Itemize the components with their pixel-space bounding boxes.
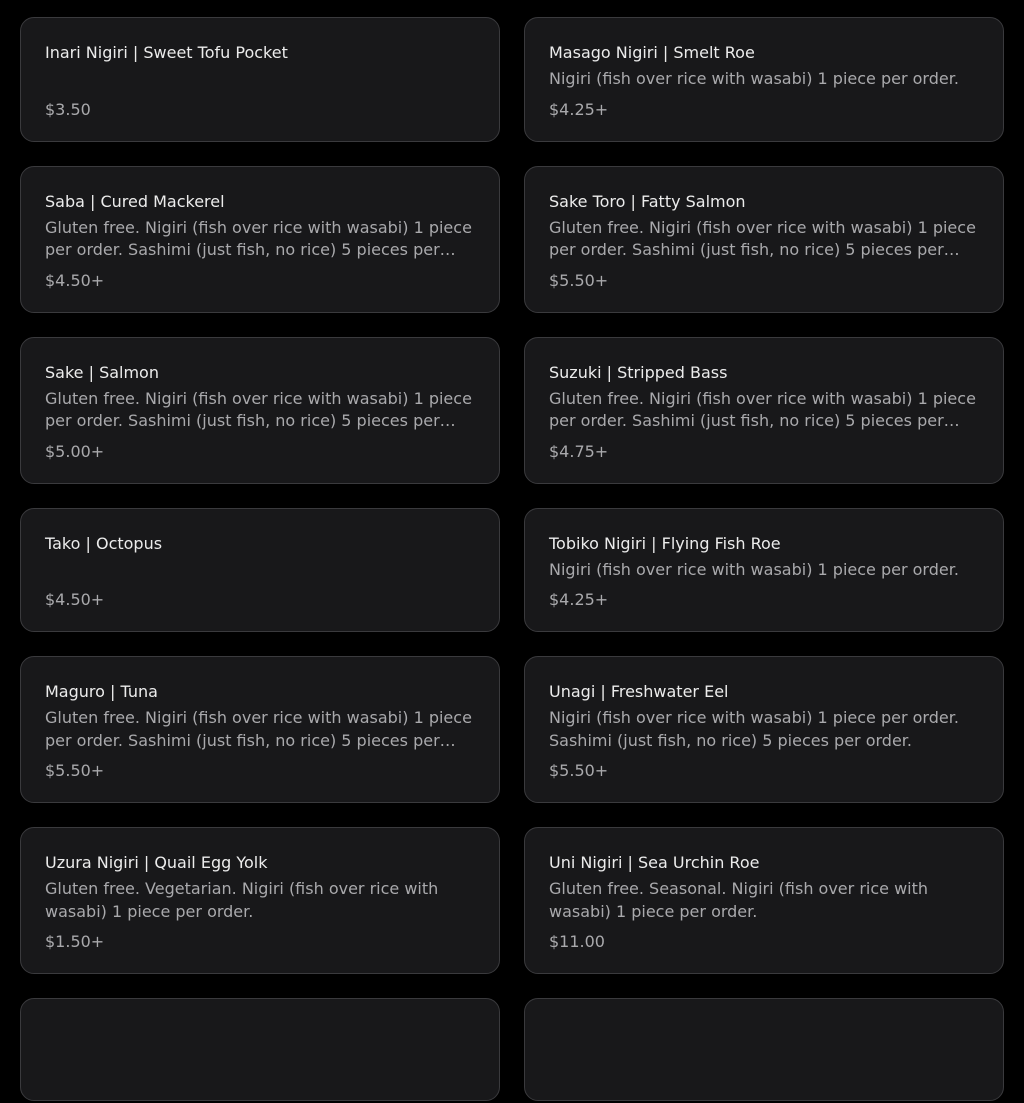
menu-item-name: Maguro | Tuna bbox=[45, 682, 158, 701]
menu-item-price: $11.00 bbox=[549, 932, 605, 951]
menu-item-name: Sake | Salmon bbox=[45, 362, 159, 382]
menu-item-price: $1.50+ bbox=[45, 932, 105, 951]
menu-item-price: $4.25+ bbox=[549, 590, 609, 609]
menu-item-name: Masago Nigiri | Smelt Roe bbox=[549, 43, 755, 62]
menu-item-description: Gluten free. Nigiri (fish over rice with wasabi) 1 piece per order. Sashimi (just fish, no rice) 5 pieces per bbox=[45, 708, 472, 750]
menu-item-name: Tobiko Nigiri | Flying Fish Roe bbox=[549, 533, 781, 553]
menu-item-price: $5.50+ bbox=[549, 270, 609, 290]
menu-item-name: Uzura Nigiri | Quail Egg Yolk bbox=[45, 853, 268, 872]
menu-item-price: $4.75+ bbox=[549, 441, 609, 461]
menu-item-name: Sake Toro | Fatty Salmon bbox=[549, 191, 746, 211]
menu-item-name: Tako | Octopus bbox=[45, 533, 163, 553]
menu-item-card[interactable] bbox=[524, 508, 1004, 633]
menu-item-card[interactable] bbox=[20, 656, 500, 803]
menu-item-card[interactable] bbox=[20, 337, 500, 484]
menu-item-card[interactable] bbox=[20, 17, 500, 142]
menu-item-price: $5.50+ bbox=[549, 761, 609, 780]
menu-item-price: $4.25+ bbox=[549, 99, 609, 119]
menu-item-name: Suzuki | Stripped Bass bbox=[549, 362, 728, 382]
menu-item-description: Gluten free. Nigiri (fish over rice with wasabi) 1 piece per order. Sashimi (just fish, no rice) 5 pieces per bbox=[549, 217, 976, 259]
menu-item-card[interactable] bbox=[20, 998, 500, 1101]
menu-item-card[interactable] bbox=[524, 17, 1004, 142]
menu-item-description bbox=[45, 68, 475, 91]
menu-item-description: Gluten free. Nigiri (fish over rice with wasabi) 1 piece per order. Sashimi (just fish, no rice) 5 pieces per bbox=[549, 388, 976, 430]
menu-item-description: Gluten free. Nigiri (fish over rice with wasabi) 1 piece per order. Sashimi (just fish, no rice) 5 pieces per bbox=[45, 388, 472, 430]
menu-item-description: Nigiri (fish over rice with wasabi) 1 piece per order. Sashimi (just fish, no rice) 5 pieces per order. bbox=[549, 708, 959, 750]
menu-item-price: $3.50 bbox=[45, 99, 91, 119]
menu-item-card[interactable] bbox=[524, 337, 1004, 484]
menu-item-card[interactable] bbox=[524, 827, 1004, 974]
menu-item-price: $5.50+ bbox=[45, 761, 105, 780]
menu-item-grid bbox=[20, 0, 1004, 1101]
menu-item-price: $5.00+ bbox=[45, 441, 105, 461]
menu-item-card[interactable] bbox=[524, 998, 1004, 1101]
menu-item-description: Nigiri (fish over rice with wasabi) 1 piece per order. bbox=[549, 69, 959, 88]
menu-item-description: Gluten free. Seasonal. Nigiri (fish over rice with wasabi) 1 piece per order. bbox=[549, 879, 929, 921]
menu-item-name: Unagi | Freshwater Eel bbox=[549, 682, 729, 701]
menu-item-name: Inari Nigiri | Sweet Tofu Pocket bbox=[45, 43, 288, 62]
menu-item-price: $4.50+ bbox=[45, 590, 105, 609]
menu-item-description bbox=[549, 1027, 979, 1072]
menu-item-name: Saba | Cured Mackerel bbox=[45, 191, 225, 211]
menu-item-description: Nigiri (fish over rice with wasabi) 1 piece per order. bbox=[549, 559, 959, 579]
menu-item-name: Uni Nigiri | Sea Urchin Roe bbox=[549, 853, 760, 872]
menu-item-description bbox=[45, 1027, 475, 1072]
menu-item-card[interactable] bbox=[524, 656, 1004, 803]
menu-item-card[interactable] bbox=[524, 166, 1004, 313]
menu-item-description: Gluten free. Vegetarian. Nigiri (fish over rice with wasabi) 1 piece per order. bbox=[45, 879, 439, 921]
menu-item-price: $4.50+ bbox=[45, 270, 105, 290]
menu-item-description bbox=[45, 559, 475, 582]
menu-item-description: Gluten free. Nigiri (fish over rice with wasabi) 1 piece per order. Sashimi (just fish, no rice) 5 pieces per bbox=[45, 217, 472, 259]
menu-item-card[interactable] bbox=[20, 166, 500, 313]
menu-item-card[interactable] bbox=[20, 508, 500, 633]
menu-item-card[interactable] bbox=[20, 827, 500, 974]
